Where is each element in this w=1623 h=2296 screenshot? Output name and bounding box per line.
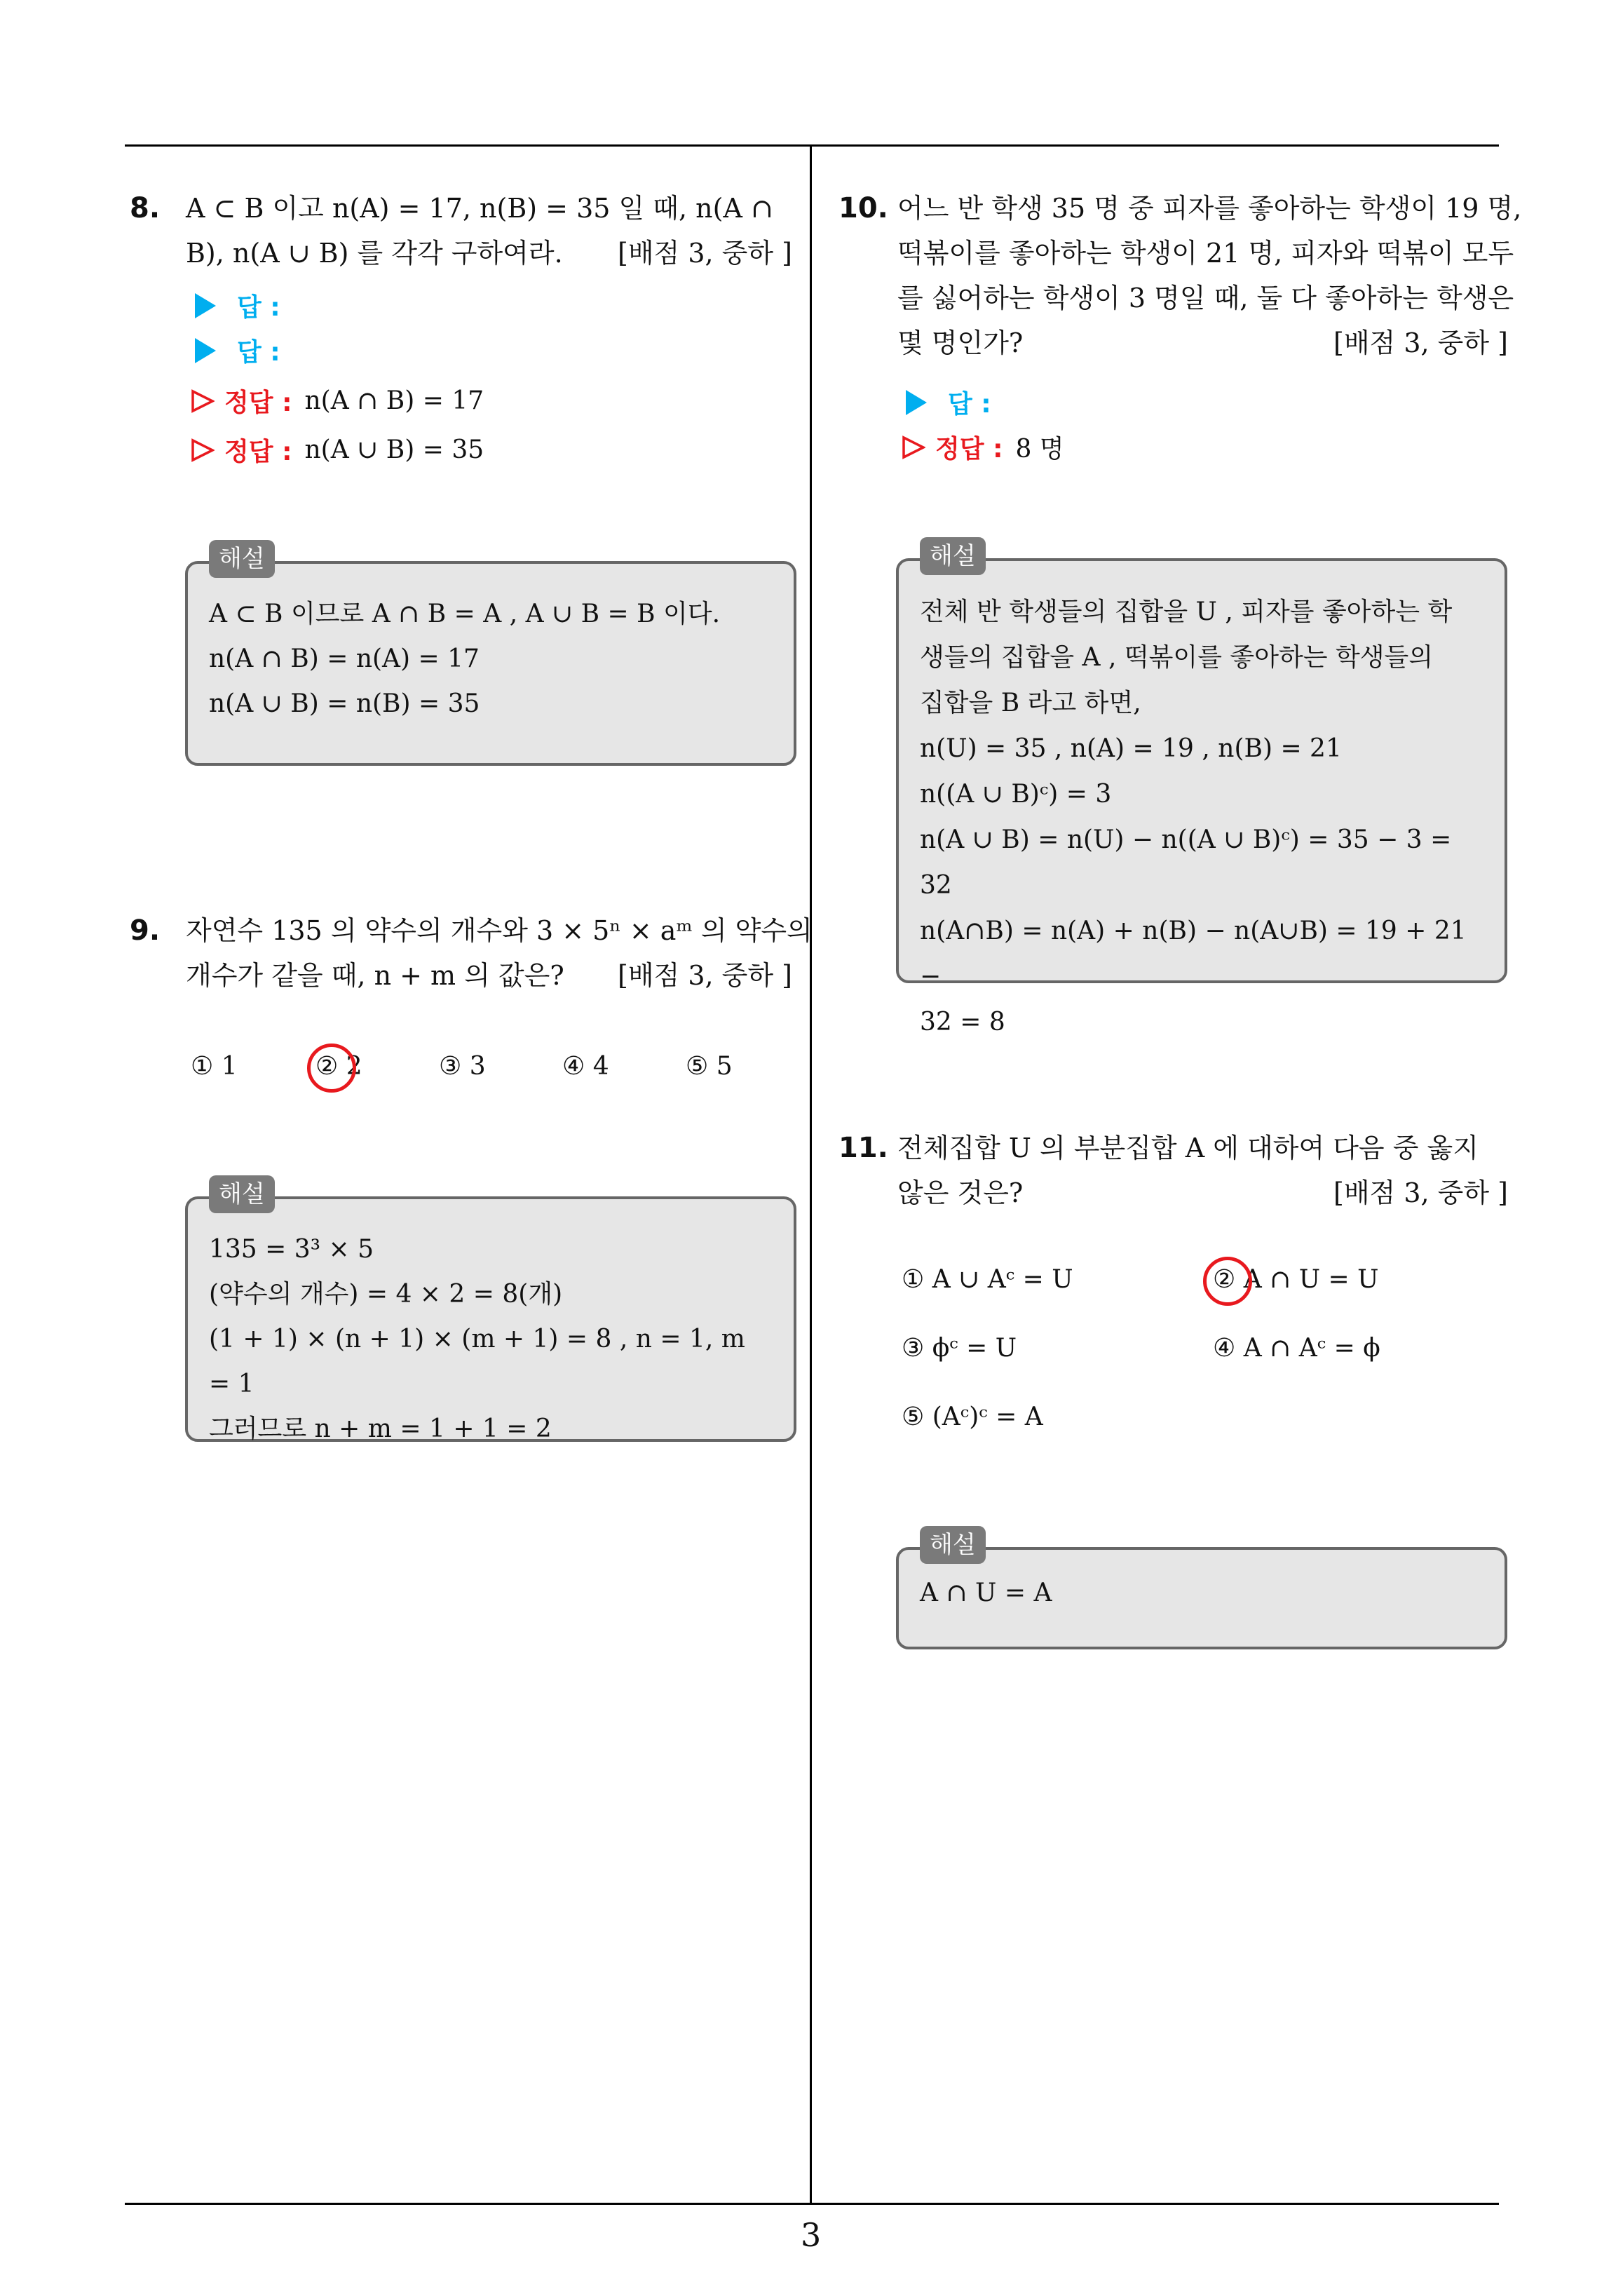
question-text-line2: 않은 것은? bbox=[897, 1177, 1024, 1208]
outline-triangle-icon bbox=[191, 389, 215, 413]
correct-label: 정답 : bbox=[224, 389, 292, 417]
solution-tag: 해설 bbox=[209, 1175, 275, 1213]
page-number: 3 bbox=[801, 2216, 822, 2254]
column-divider bbox=[810, 144, 812, 2205]
outline-triangle-icon bbox=[191, 438, 215, 462]
question-meta: [배점 3, 중하 ] bbox=[618, 238, 792, 269]
solution-box bbox=[185, 1180, 796, 1443]
question-number: 9. bbox=[130, 914, 161, 947]
solution-box bbox=[896, 542, 1507, 1036]
solution-tag: 해설 bbox=[209, 540, 275, 578]
play-triangle-icon bbox=[195, 338, 216, 363]
question-meta: [배점 3, 중하 ] bbox=[1333, 327, 1508, 358]
solution-line: 집합을 B 라고 하면, bbox=[920, 689, 1141, 717]
solution-line: 그러므로 n + m = 1 + 1 = 2 bbox=[209, 1414, 552, 1443]
top-rule bbox=[125, 144, 1499, 147]
solution-box bbox=[185, 545, 796, 766]
question-text-line1: 전체집합 U 의 부분집합 A 에 대하여 다음 중 옳지 bbox=[897, 1133, 1479, 1163]
answer-input[interactable] bbox=[906, 384, 991, 420]
question-meta: [배점 3, 중하 ] bbox=[618, 960, 792, 991]
answer-input-1[interactable] bbox=[195, 288, 280, 323]
question-text-line1: 자연수 135 의 약수의 개수와 3 × 5ⁿ × aᵐ 의 약수의 bbox=[186, 915, 813, 946]
question-text-line3: 를 싫어하는 학생이 3 명일 때, 둘 다 좋아하는 학생은 bbox=[897, 283, 1514, 313]
answer-label: 답 : bbox=[237, 338, 280, 367]
solution-line: (약수의 개수) = 4 × 2 = 8(개) bbox=[209, 1280, 563, 1309]
solution-line: n(A ∪ B) = n(U) − n((A ∪ B)ᶜ) = 35 − 3 = 32 bbox=[920, 825, 1452, 900]
solution-line: n(A ∪ B) = n(B) = 35 bbox=[209, 689, 480, 718]
choice-1[interactable]: ① 1 bbox=[191, 1052, 238, 1081]
solution-line: n(A ∩ B) = n(A) = 17 bbox=[209, 644, 480, 673]
answer-input-2[interactable] bbox=[195, 332, 280, 368]
correct-label: 정답 : bbox=[935, 435, 1003, 464]
answer-label: 답 : bbox=[948, 390, 991, 419]
solution-tag: 해설 bbox=[920, 1526, 986, 1564]
correct-label: 정답 : bbox=[224, 438, 292, 466]
choice-3[interactable]: ③ 3 bbox=[439, 1052, 486, 1081]
solution-line: n((A ∪ B)ᶜ) = 3 bbox=[920, 780, 1112, 809]
solution-line: 전체 반 학생들의 집합을 U , 피자를 좋아하는 학 bbox=[920, 597, 1453, 626]
question-text-line2: 떡볶이를 좋아하는 학생이 21 명, 피자와 떡볶이 모두 bbox=[897, 238, 1514, 269]
choice-2[interactable]: ② 2 bbox=[315, 1052, 362, 1081]
play-triangle-icon bbox=[906, 390, 927, 415]
choice-4[interactable]: ④ A ∩ Aᶜ = ϕ bbox=[1213, 1334, 1380, 1363]
answer-label: 답 : bbox=[237, 293, 280, 322]
question-meta: [배점 3, 중하 ] bbox=[1333, 1177, 1508, 1208]
choice-4[interactable]: ④ 4 bbox=[562, 1052, 609, 1081]
correct-value: n(A ∩ B) = 17 bbox=[304, 386, 484, 415]
solution-line: 32 = 8 bbox=[920, 1008, 1005, 1036]
question-number: 11. bbox=[838, 1132, 888, 1164]
choice-5[interactable]: ⑤ (Aᶜ)ᶜ = A bbox=[902, 1403, 1043, 1431]
choice-list bbox=[902, 1265, 1505, 1431]
marked-answer-circle bbox=[1203, 1257, 1252, 1306]
solution-tag: 해설 bbox=[920, 537, 986, 575]
solution-line: (1 + 1) × (n + 1) × (m + 1) = 8 , n = 1, m = 1 bbox=[209, 1325, 745, 1398]
question-text-line2: B), n(A ∪ B) 를 각각 구하여라. bbox=[186, 238, 563, 269]
choice-list bbox=[191, 1052, 794, 1094]
solution-line: 135 = 3³ × 5 bbox=[209, 1235, 374, 1264]
marked-answer-circle bbox=[307, 1044, 356, 1093]
correct-value: n(A ∪ B) = 35 bbox=[304, 435, 484, 464]
question-number: 8. bbox=[130, 192, 161, 224]
outline-triangle-icon bbox=[902, 435, 925, 459]
correct-answer-1 bbox=[191, 383, 484, 419]
correct-value: 8 명 bbox=[1015, 435, 1064, 464]
correct-answer bbox=[902, 429, 1064, 465]
solution-box bbox=[896, 1531, 1507, 1649]
question-number: 10. bbox=[838, 192, 888, 224]
solution-line: A ∩ U = A bbox=[920, 1579, 1052, 1607]
bottom-rule bbox=[125, 2203, 1499, 2205]
choice-1[interactable]: ① A ∪ Aᶜ = U bbox=[902, 1265, 1073, 1294]
play-triangle-icon bbox=[195, 293, 216, 318]
solution-line: n(A∩B) = n(A) + n(B) − n(A∪B) = 19 + 21 − bbox=[920, 917, 1467, 991]
question-text-line1: 어느 반 학생 35 명 중 피자를 좋아하는 학생이 19 명, bbox=[897, 193, 1522, 224]
question-text-line2: 개수가 같을 때, n + m 의 값은? bbox=[186, 960, 564, 991]
solution-line: A ⊂ B 이므로 A ∩ B = A , A ∪ B = B 이다. bbox=[209, 600, 721, 628]
solution-line: 생들의 집합을 A , 떡볶이를 좋아하는 학생들의 bbox=[920, 643, 1434, 672]
choice-3[interactable]: ③ ϕᶜ = U bbox=[902, 1334, 1017, 1363]
question-text-line1: A ⊂ B 이고 n(A) = 17, n(B) = 35 일 때, n(A ∩ bbox=[186, 193, 773, 224]
choice-2[interactable]: ② A ∩ U = U bbox=[1213, 1265, 1379, 1294]
choice-5[interactable]: ⑤ 5 bbox=[686, 1052, 733, 1081]
correct-answer-2 bbox=[191, 432, 484, 468]
question-text-line4: 몇 명인가? bbox=[897, 327, 1024, 358]
solution-line: n(U) = 35 , n(A) = 19 , n(B) = 21 bbox=[920, 734, 1342, 763]
